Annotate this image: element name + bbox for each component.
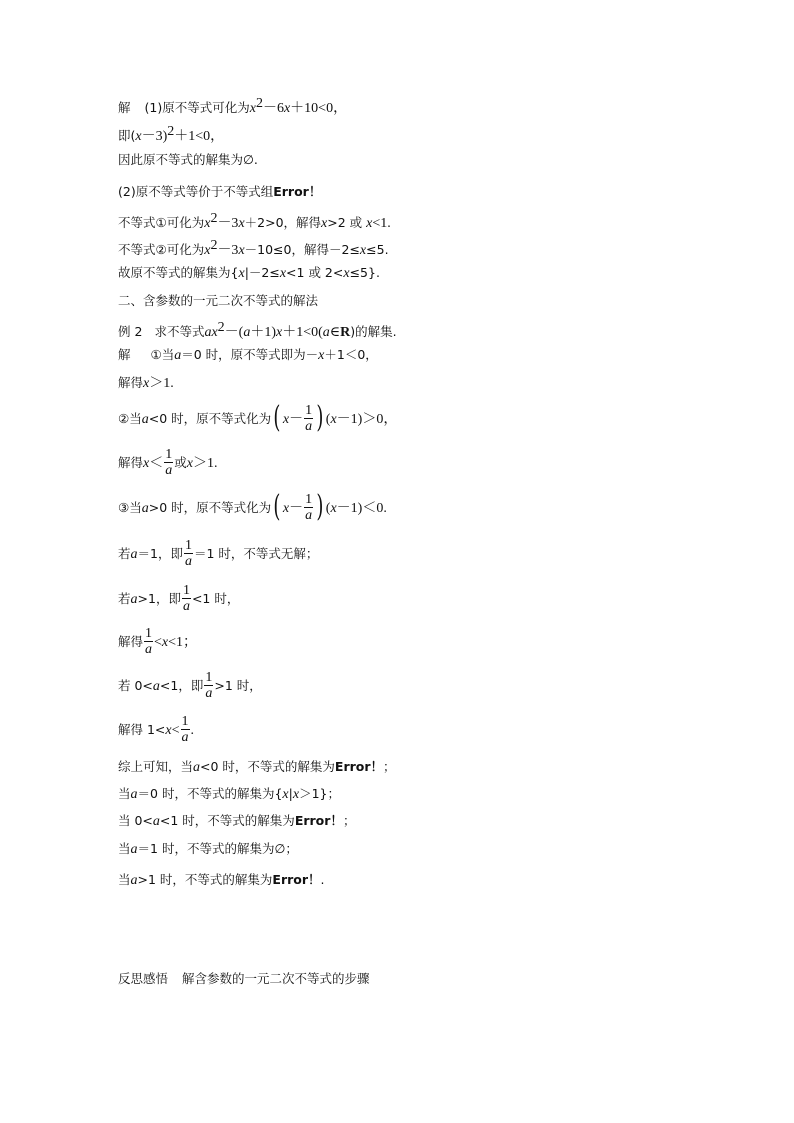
math-var: x [321, 216, 328, 231]
math-var: a [130, 842, 138, 857]
text: 当 [118, 786, 131, 801]
subcase-a-greater-1 [118, 584, 239, 615]
math-text: ( [325, 501, 331, 516]
error-field: Error！ [272, 872, 321, 887]
exponent: 2 [210, 211, 218, 226]
math-var: x [292, 787, 300, 802]
text: ＝1 时，不等式的解集为∅； [137, 841, 298, 856]
summary-a-negative [118, 759, 396, 776]
text: 若 [118, 546, 131, 561]
text: 当 [118, 872, 131, 887]
text: <0 时，原不等式化为 [148, 411, 272, 426]
text: >2 或 [327, 215, 363, 230]
fraction [304, 492, 313, 523]
math-text: ＋10<0， [290, 101, 348, 116]
text: ＝0 时，原不等式即为－ [181, 347, 319, 362]
text: | [288, 786, 293, 801]
math-var: a [322, 325, 330, 340]
math-text: －( [224, 325, 244, 340]
math-var: x [204, 243, 211, 258]
subcase-a-between-0-1 [118, 671, 262, 702]
exponent: 2 [217, 320, 225, 335]
math-var: x [366, 216, 373, 231]
math-var: x [283, 101, 291, 116]
fraction-numerator: 1 [181, 714, 189, 729]
example-2-line [118, 320, 397, 341]
text: 或 [174, 455, 187, 470]
math-text: －3 [217, 216, 239, 231]
exponent: 2 [210, 238, 218, 253]
math-text: ＜ [149, 456, 164, 471]
solution-2-line [118, 184, 321, 200]
math-text: ( [325, 412, 331, 427]
math-var: a [130, 547, 138, 562]
solution-2-conclusion [118, 265, 380, 282]
fraction-numerator: 1 [165, 447, 173, 462]
text: ； [342, 813, 356, 828]
real-set-symbol: R [340, 325, 351, 340]
error-field: Error！ [334, 759, 384, 774]
inequality-2-line [118, 238, 389, 259]
case-3-line [118, 488, 387, 524]
math-text: <1； [168, 635, 198, 650]
right-paren: ) [316, 488, 324, 524]
math-var: x [276, 325, 283, 340]
text: >1 时， [214, 678, 262, 693]
text: >0 时，原不等式化为 [148, 500, 272, 515]
text: 当 0< [118, 813, 153, 828]
math-var: x [238, 266, 245, 281]
fraction-numerator: 1 [184, 538, 192, 553]
text: 不等式①可化为 [118, 215, 205, 230]
fraction [181, 714, 190, 745]
error-field: Error！ [294, 813, 343, 828]
text: ＞1}； [299, 786, 340, 801]
text: ≤5. [366, 242, 389, 257]
text: ＝1，即 [137, 546, 183, 561]
case-1-result [118, 375, 174, 392]
math-text: － [289, 412, 304, 427]
section-title: 二、含参数的一元二次不等式的解法 [118, 293, 319, 308]
fraction-denominator: a [145, 642, 153, 657]
label-jie: 解 [118, 100, 131, 115]
right-paren: ) [316, 399, 324, 435]
text: <1，即 [159, 678, 204, 693]
math-var: x [359, 243, 367, 258]
fraction-denominator: a [165, 463, 173, 478]
text: ＝1 时，不等式无解； [193, 546, 319, 561]
math-text: ＞1. [192, 456, 218, 471]
fraction [144, 626, 153, 657]
text: 当 [118, 841, 131, 856]
math-var: x [165, 723, 172, 738]
text: . [320, 872, 325, 887]
math-text: －1)＞0， [336, 412, 398, 427]
fraction-numerator: 1 [182, 583, 190, 598]
math-var: x [330, 412, 337, 427]
math-var: x [143, 456, 150, 471]
math-var: x [249, 101, 256, 116]
text: >1 时，不等式的解集为 [137, 872, 273, 887]
solution-1-line [118, 96, 347, 117]
text: 因此原不等式的解集为∅. [118, 152, 258, 167]
summary-a-between-0-1 [118, 813, 355, 830]
text: <0 时，不等式的解集为 [200, 759, 335, 774]
math-var: a [130, 592, 138, 607]
exponent: 2 [255, 96, 263, 111]
left-paren: ( [273, 488, 281, 524]
text: )的解集. [350, 324, 397, 339]
math-var: a [152, 814, 160, 829]
fraction-numerator: 1 [145, 626, 153, 641]
case-2-line [118, 399, 398, 435]
math-text: <1. [372, 216, 391, 231]
math-var: x [238, 243, 245, 258]
fraction-numerator: 1 [305, 403, 313, 418]
fraction [182, 583, 191, 614]
text: ①当 [150, 347, 175, 362]
math-text: ＋1) [250, 325, 277, 340]
math-text: － [289, 501, 304, 516]
text: 综上可知，当 [118, 759, 194, 774]
fraction [184, 538, 193, 569]
text: |－2≤ [244, 265, 280, 280]
fraction-numerator: 1 [205, 670, 213, 685]
math-text: ∈ [329, 325, 341, 340]
text: <1 时， [191, 591, 240, 606]
math-var: a [243, 325, 251, 340]
math-var: x [318, 348, 325, 363]
math-text: －3 [217, 243, 239, 258]
math-var: x [238, 216, 245, 231]
math-var: x [135, 129, 142, 144]
math-var: x [282, 787, 289, 802]
math-var: x [186, 456, 193, 471]
text: －10≤0，解得－2≤ [244, 242, 360, 257]
fraction-denominator: a [184, 554, 192, 569]
math-text: . [190, 723, 195, 738]
fraction [164, 447, 173, 478]
text: 解得 [118, 634, 144, 649]
math-text: < [171, 723, 180, 738]
text: >1，即 [137, 591, 181, 606]
math-var: a [193, 760, 201, 775]
fraction-denominator: a [305, 419, 313, 434]
math-var: x [161, 635, 169, 650]
math-text: ＋1<0( [282, 325, 323, 340]
subcase-a-greater-1-result [118, 627, 197, 658]
fraction-denominator: a [205, 686, 213, 701]
solution-1-step [118, 124, 224, 145]
text: ②当 [118, 411, 142, 426]
text: (1)原不等式可化为 [144, 100, 250, 115]
reflection-label: 反思感悟 [118, 971, 169, 986]
text: ； [383, 759, 396, 774]
fraction [304, 403, 313, 434]
math-var: a [174, 348, 182, 363]
section-heading [118, 293, 318, 309]
reflection-title: 解含参数的一元二次不等式的步骤 [182, 971, 370, 986]
math-var: a [141, 501, 149, 516]
exponent: 2 [167, 124, 175, 139]
summary-a-greater-1 [118, 872, 325, 889]
text: 若 [118, 591, 131, 606]
math-var: x [282, 501, 290, 516]
text: 即( [118, 128, 136, 143]
text: 故原不等式的解集为{ [118, 265, 239, 280]
reflection-heading [118, 971, 370, 987]
fraction-denominator: a [182, 599, 190, 614]
math-text: ＞1. [149, 376, 174, 391]
fraction-denominator: a [181, 730, 189, 745]
math-var: a [130, 787, 138, 802]
label-jie: 解 [118, 347, 131, 362]
math-text: －3) [141, 129, 168, 144]
text: 不等式②可化为 [118, 242, 205, 257]
math-var: x [343, 266, 350, 281]
text: <1 或 2< [286, 265, 344, 280]
text: (2)原不等式等价于不等式组 [118, 184, 274, 199]
math-var: ax [204, 325, 218, 340]
fraction [204, 670, 213, 701]
math-var: a [130, 873, 138, 888]
math-var: x [143, 376, 150, 391]
math-var: x [204, 216, 211, 231]
error-field: Error！ [273, 184, 322, 199]
text: ＝0 时，不等式的解集为{ [137, 786, 283, 801]
text: 求不等式 [154, 324, 205, 339]
text: ③当 [118, 500, 142, 515]
math-text: －6 [262, 101, 284, 116]
math-var: x [279, 266, 287, 281]
summary-a-zero [118, 786, 340, 803]
inequality-1-line [118, 211, 391, 232]
text: 若 0< [118, 678, 153, 693]
case-2-result [118, 448, 217, 479]
math-text: ＋1<0， [174, 129, 225, 144]
summary-a-one [118, 841, 298, 858]
fraction-denominator: a [305, 508, 313, 523]
text: ＋1＜0， [324, 347, 378, 362]
text: 解得 1< [118, 722, 166, 737]
math-text: －1)＜0. [336, 501, 387, 516]
text: 解得 [118, 455, 144, 470]
math-text: < [154, 635, 162, 650]
math-var: a [141, 412, 149, 427]
case-1-line [118, 347, 378, 364]
fraction-numerator: 1 [305, 492, 313, 507]
subcase-a-between-0-1-result [118, 715, 194, 746]
math-var: x [282, 412, 290, 427]
math-var: x [330, 501, 337, 516]
math-var: a [152, 679, 160, 694]
text: 解得 [118, 375, 144, 390]
left-paren: ( [273, 399, 281, 435]
text: <1 时，不等式的解集为 [159, 813, 295, 828]
subcase-a-equals-1 [118, 539, 318, 570]
text: ≤5}. [349, 265, 380, 280]
solution-1-conclusion [118, 152, 258, 168]
text: ＋2>0，解得 [244, 215, 322, 230]
example-label: 例 2 [118, 324, 143, 339]
